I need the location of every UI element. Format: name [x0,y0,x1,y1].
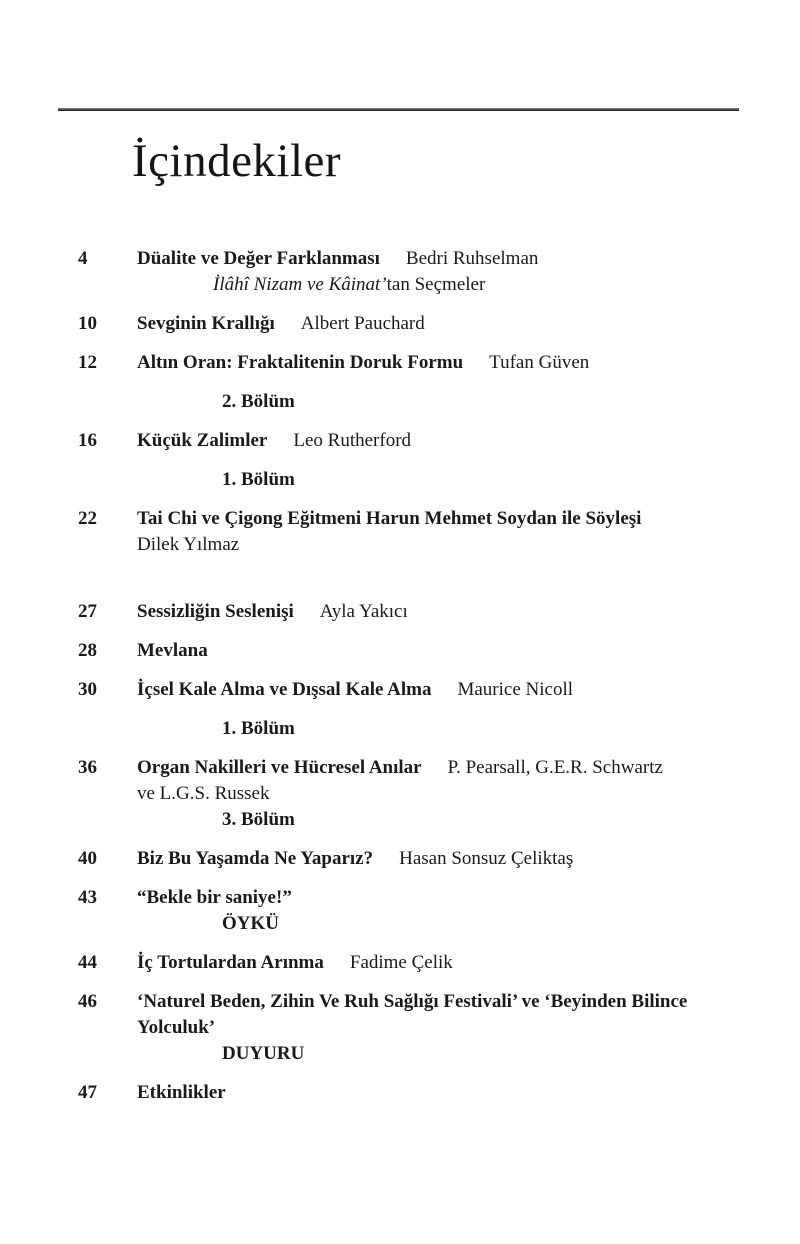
entry-subtitle-italic: İlâhî Nizam ve Kâinat’ [213,274,387,295]
top-horizontal-rule [58,108,739,111]
page-number: 22 [78,508,97,529]
entry-title: Sevginin Krallığı [137,313,275,334]
section-label: 2. Bölüm [222,391,295,412]
entry-line [137,389,768,415]
section-label: 3. Bölüm [222,809,295,830]
entry-title: Küçük Zalimler [137,430,268,451]
entry-line [137,272,768,298]
entry-content [137,846,768,872]
toc-entry [78,950,768,976]
section-label: 1. Bölüm [222,718,295,739]
entry-author: Leo Rutherford [293,430,412,451]
entry-line [137,755,768,781]
entry-author: Albert Pauchard [300,313,425,334]
entry-title: Altın Oran: Fraktalitenin Doruk Formu [137,352,464,373]
entry-line [137,781,768,807]
toc-entry [78,989,768,1067]
entry-content [137,428,768,493]
entry-content [137,350,768,415]
entry-content [137,311,768,337]
page-number: 4 [78,248,88,269]
entry-text: tan Seçmeler [386,274,486,295]
toc-entry [78,428,768,493]
toc-list [78,246,768,1119]
page-title: İçindekiler [132,135,342,187]
entry-content [137,989,768,1067]
entry-author: Bedri Ruhselman [405,248,539,269]
entry-line [137,677,768,703]
entry-line [137,350,768,376]
entry-line [137,1080,768,1106]
entry-author: P. Pearsall, G.E.R. Schwartz [447,757,663,778]
entry-line [137,311,768,337]
entry-author: Ayla Yakıcı [319,601,408,622]
toc-entry [78,846,768,872]
page-number: 27 [78,601,97,622]
entry-line [137,989,768,1015]
entry-title: Organ Nakilleri ve Hücresel Anılar [137,757,422,778]
entry-title: Mevlana [137,640,208,661]
entry-line [137,467,768,493]
page-number: 40 [78,848,97,869]
toc-entry [78,599,768,625]
entry-line [137,950,768,976]
entry-line [137,911,768,937]
entry-line [137,807,768,833]
page-number: 16 [78,430,97,451]
toc-entry [78,311,768,337]
entry-title: “Bekle bir saniye!” [137,887,292,908]
entry-line [137,846,768,872]
entry-content [137,599,768,625]
entry-title: ‘Naturel Beden, Zihin Ve Ruh Sağlığı Festivali’ ve ‘Beyinden Bilince [137,991,688,1012]
entry-author: Tufan Güven [489,352,590,373]
entry-content [137,246,768,298]
page-number: 12 [78,352,97,373]
entry-title: Biz Bu Yaşamda Ne Yaparız? [137,848,374,869]
entry-line [137,716,768,742]
toc-entry [78,755,768,833]
entry-title: Düalite ve Değer Farklanması [137,248,380,269]
entry-content [137,506,768,558]
entry-title: Etkinlikler [137,1082,226,1103]
entry-title: İç Tortulardan Arınma [137,952,324,973]
section-label: 1. Bölüm [222,469,295,490]
toc-entry [78,506,768,558]
page-number: 36 [78,757,97,778]
entry-content [137,885,768,937]
page-number: 28 [78,640,97,661]
entry-content [137,638,768,664]
page-number: 44 [78,952,97,973]
entry-author: Hasan Sonsuz Çeliktaş [399,848,574,869]
entry-line [137,428,768,454]
entry-line [137,885,768,911]
entry-content [137,1080,768,1106]
page-number: 10 [78,313,97,334]
toc-entry [78,350,768,415]
entry-title: İçsel Kale Alma ve Dışsal Kale Alma [137,679,432,700]
toc-entry [78,638,768,664]
toc-entry [78,246,768,298]
entry-author: Maurice Nicoll [457,679,574,700]
toc-entry [78,1080,768,1106]
page-number: 30 [78,679,97,700]
section-label: DUYURU [222,1043,305,1064]
entry-text: ve L.G.S. Russek [137,783,270,804]
page-number: 46 [78,991,97,1012]
toc-entry [78,885,768,937]
entry-line [137,246,768,272]
toc-entry [78,677,768,742]
entry-title: Tai Chi ve Çigong Eğitmeni Harun Mehmet Soydan ile Söyleşi [137,508,642,529]
entry-line [137,532,768,558]
section-label: ÖYKÜ [222,913,279,934]
entry-line [137,599,768,625]
entry-title: Sessizliğin Seslenişi [137,601,294,622]
entry-text: Dilek Yılmaz [137,534,240,555]
entry-title: Yolculuk’ [137,1017,216,1038]
entry-content [137,755,768,833]
entry-author: Fadime Çelik [349,952,453,973]
entry-line [137,638,768,664]
entry-line [137,506,768,532]
entry-content [137,950,768,976]
entry-content [137,677,768,742]
entry-line [137,1015,768,1041]
page-number: 47 [78,1082,97,1103]
page-number: 43 [78,887,97,908]
entry-line [137,1041,768,1067]
